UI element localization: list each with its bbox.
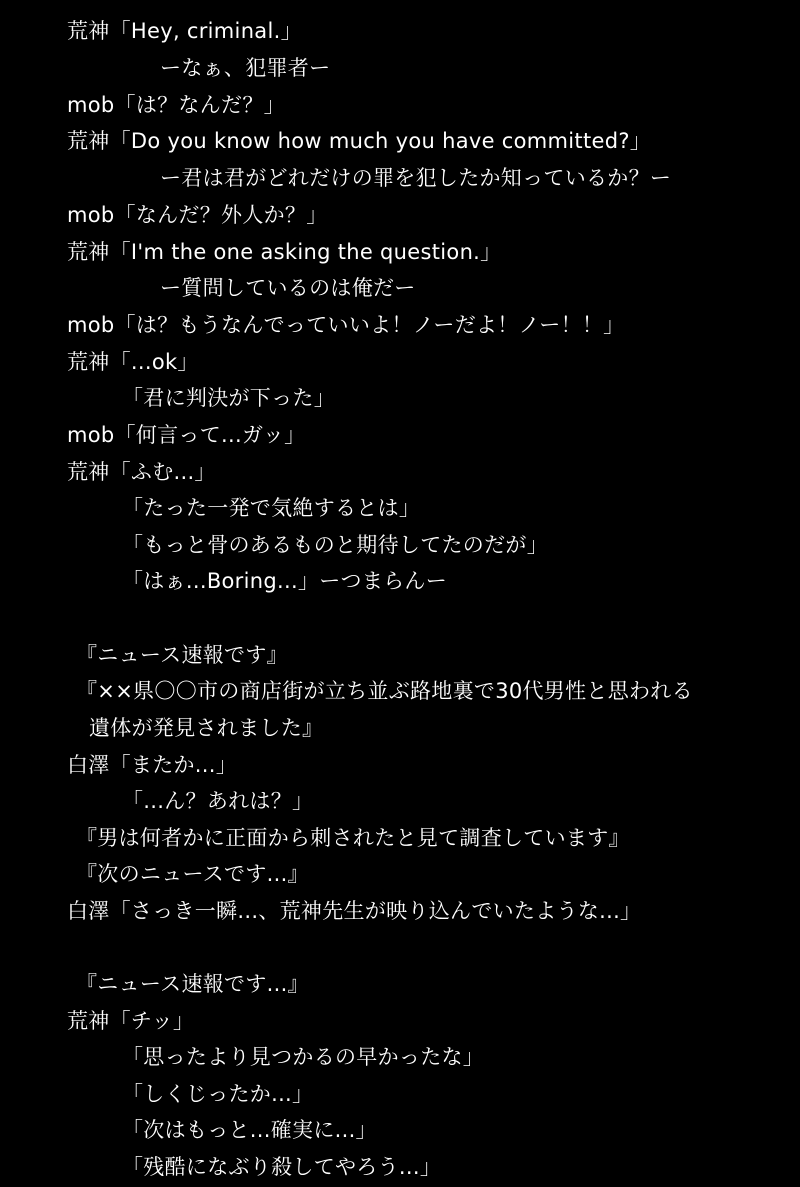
script-line: 荒神「Do you know how much you have committed?」 <box>67 129 652 153</box>
script-line: 白澤「さっき一瞬...、荒神先生が映り込んでいたような...」 <box>67 899 642 923</box>
script-line: 「はぁ...Boring...」ーつまらんー <box>122 569 448 593</box>
script-line: 「思ったより見つかるの早かったな」 <box>122 1045 485 1069</box>
script-line: mob「何言って...ガッ」 <box>67 423 306 447</box>
script-line: 「もっと骨のあるものと期待してたのだが」 <box>122 533 548 557</box>
script-line: 荒神「ふむ...」 <box>67 460 216 484</box>
script-line: 「次はもっと...確実に...」 <box>122 1118 377 1142</box>
script-line: mob「なんだ？外人か？」 <box>67 203 328 227</box>
script-line: 「たった一発で気絶するとは」 <box>122 496 421 520</box>
script-line: mob「は？もうなんでっていいよ！ノーだよ！ノー！！」 <box>67 313 625 337</box>
script-line: 荒神「チッ」 <box>67 1009 195 1033</box>
script-line: 『ニュース速報です』 <box>76 643 288 667</box>
script-line: 『次のニュースです...』 <box>76 862 309 886</box>
script-line: 「君に判決が下った」 <box>122 386 335 410</box>
script-line: 遺体が発見されました』 <box>89 716 324 740</box>
script-line: 白澤「またか...」 <box>67 753 238 777</box>
script-line: 荒神「...ok」 <box>67 350 199 374</box>
script-line: 「残酷になぶり殺してやろう...」 <box>122 1155 442 1179</box>
script-line: ー君は君がどれだけの罪を犯したか知っているか？ー <box>160 166 672 190</box>
script-line: 荒神「Hey, criminal.」 <box>67 19 302 43</box>
script-line: ーなぁ、犯罪者ー <box>160 56 331 80</box>
script-line: 「...ん？あれは？」 <box>122 789 314 813</box>
script-line: 『男は何者かに正面から刺されたと見て調査しています』 <box>76 826 630 850</box>
script-line: ー質問しているのは俺だー <box>160 276 416 300</box>
script-line: mob「は？なんだ？」 <box>67 93 285 117</box>
script-line: 『××県〇〇市の商店街が立ち並ぶ路地裏で30代男性と思われる <box>76 679 693 703</box>
script-line: 『ニュース速報です...』 <box>76 972 309 996</box>
script-line: 荒神「I'm the one asking the question.」 <box>67 240 502 264</box>
script-line: 「しくじったか...」 <box>122 1082 314 1106</box>
